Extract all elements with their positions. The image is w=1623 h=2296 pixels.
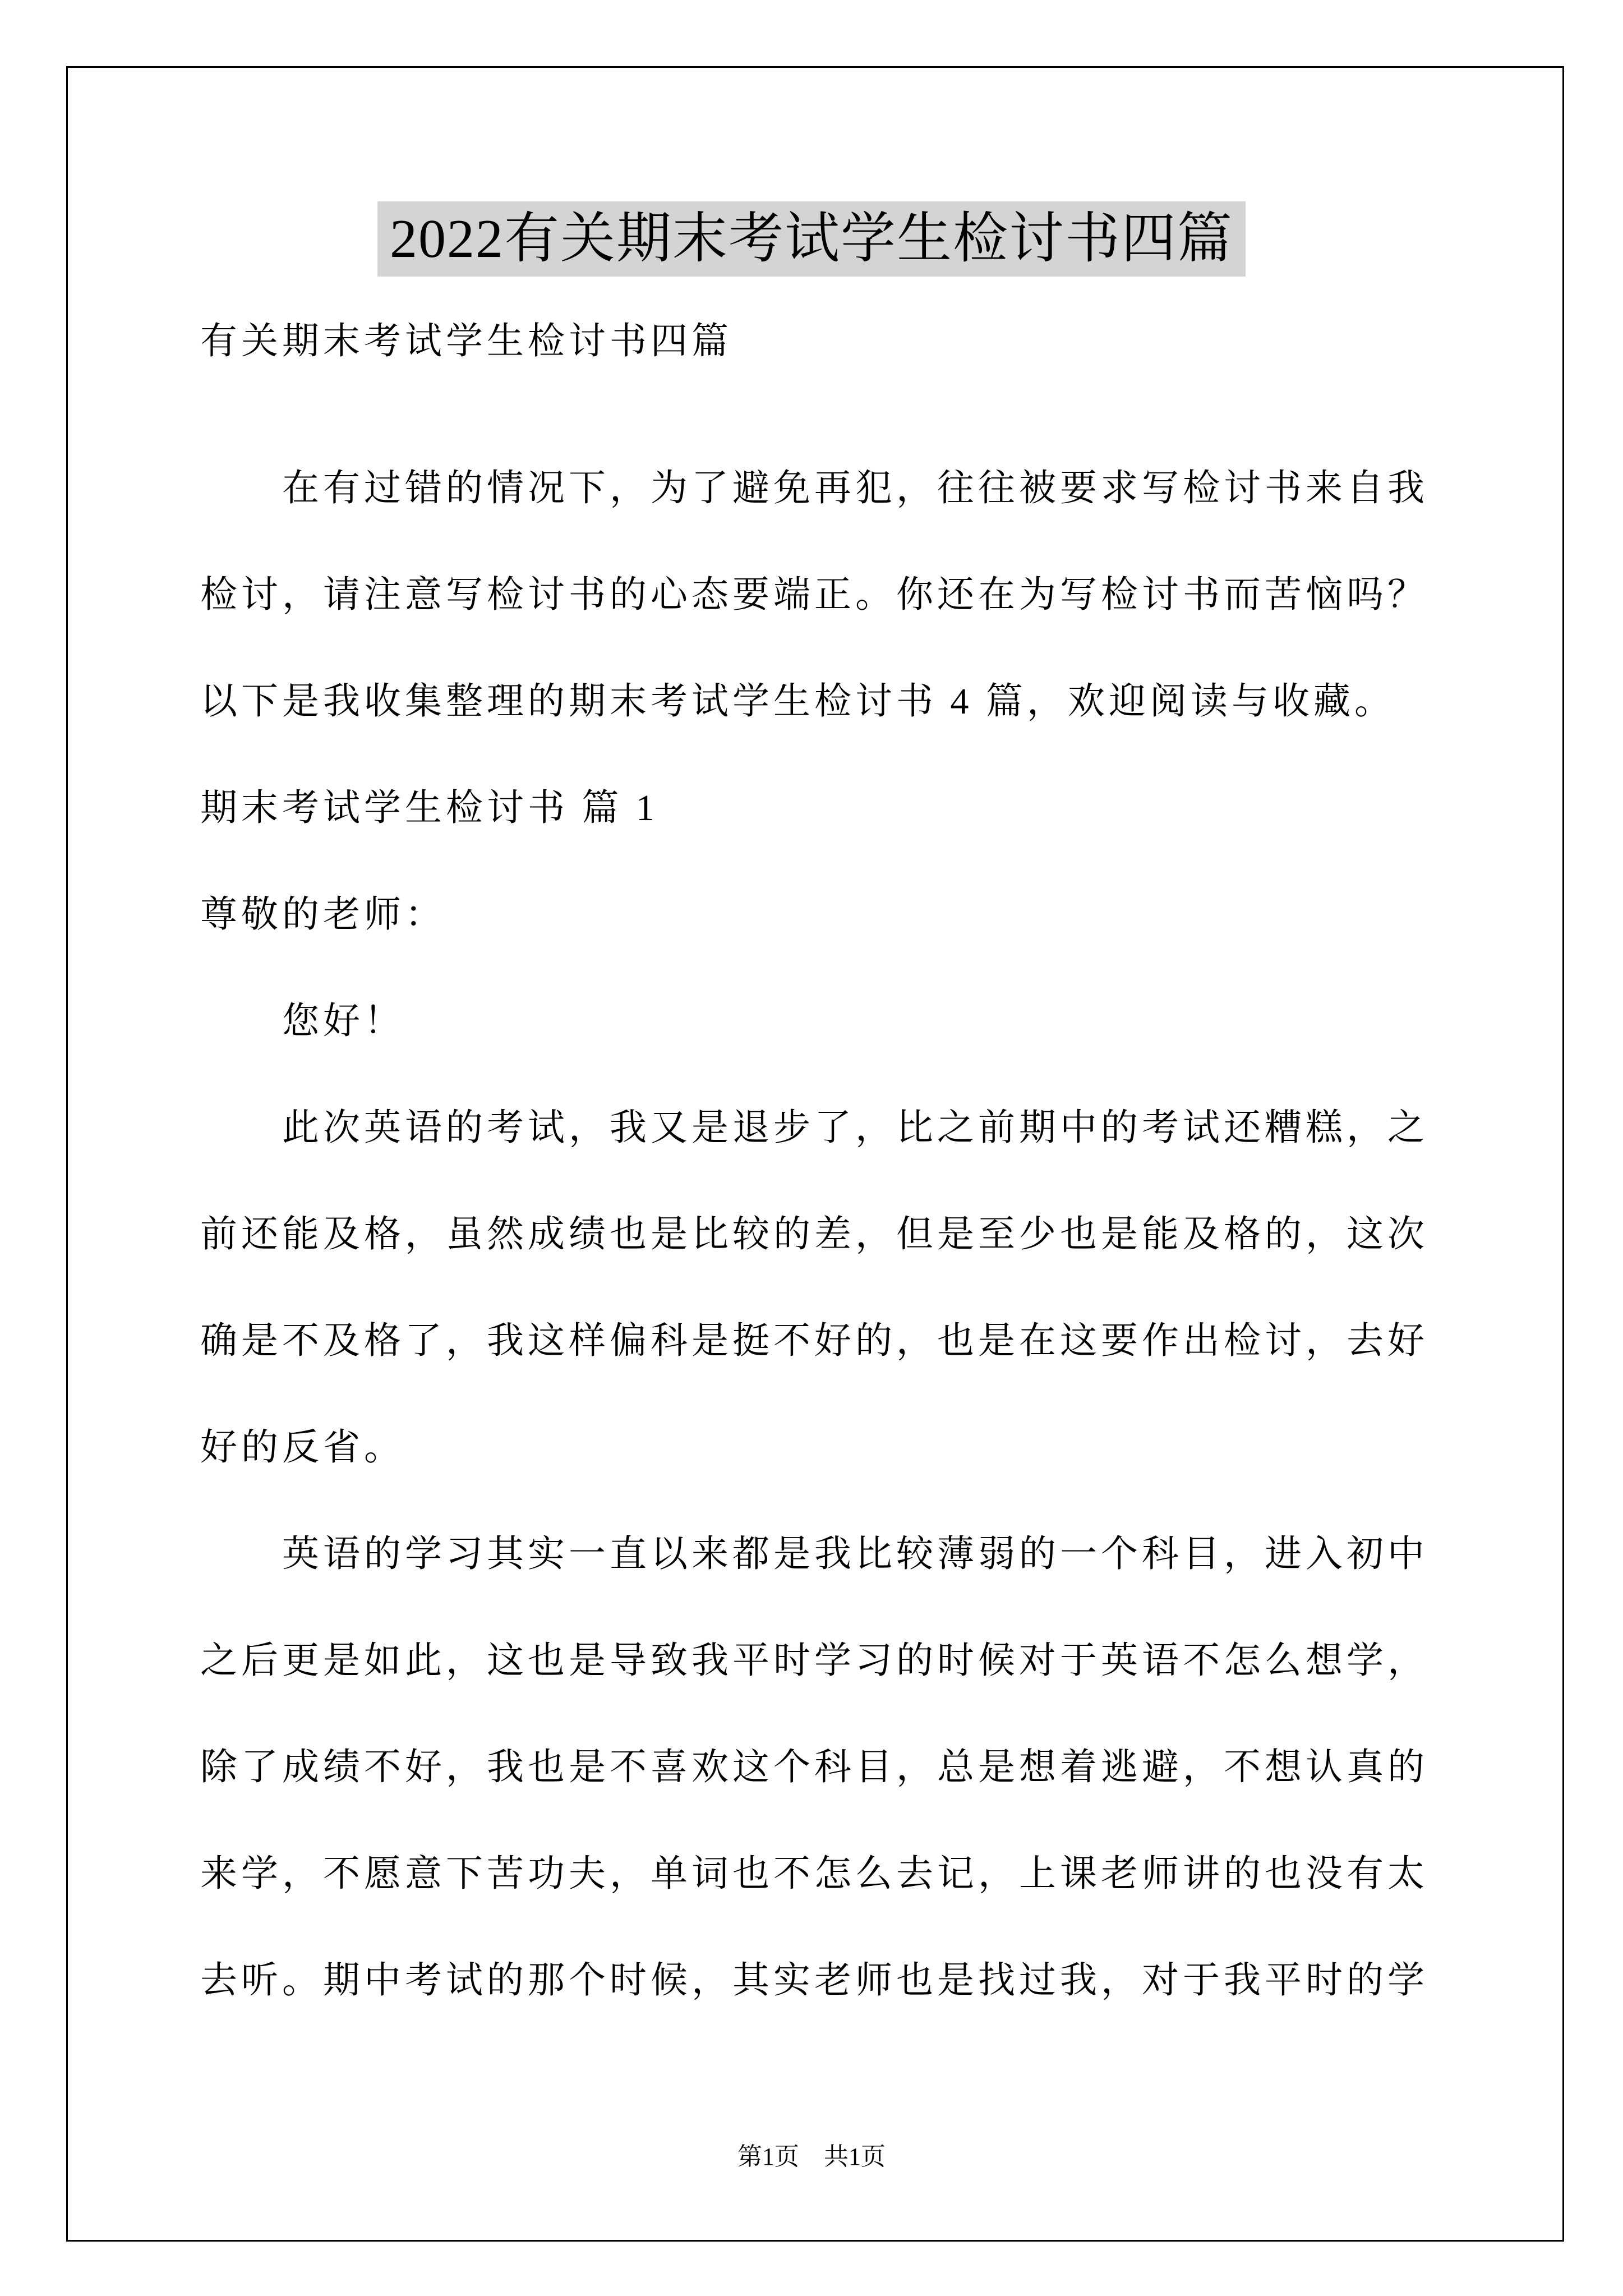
section-heading (200, 755, 1535, 862)
greeting (200, 968, 1535, 1075)
text-line: 英语的学习其实一直以来都是我比较薄弱的一个科目，进入初中 (282, 1534, 1428, 1575)
text-line: 除了成绩不好，我也是不喜欢这个科目，总是想着逃避，不想认真的 (200, 1747, 1428, 1788)
text-line: 以下是我收集整理的期末考试学生检讨书 4 篇，欢迎阅读与收藏。 (200, 681, 1395, 722)
text-line: 期末考试学生检讨书 篇 1 (200, 788, 658, 829)
text-line: 来学，不愿意下苦功夫，单词也不怎么去记，上课老师讲的也没有太 (200, 1853, 1428, 1894)
text-line: 此次英语的考试，我又是退步了，比之前期中的考试还糟糕，之 (282, 1107, 1428, 1148)
salutation (200, 862, 1535, 968)
intro-paragraph (200, 435, 1535, 755)
page-number-footer: 第1页 共1页 (737, 2143, 886, 2170)
text-line: 有关期末考试学生检讨书四篇 (200, 321, 732, 362)
document-title: 2022有关期末考试学生检讨书四篇 (377, 201, 1246, 277)
text-line: 确是不及格了，我这样偏科是挺不好的，也是在这要作出检讨，去好 (200, 1320, 1428, 1361)
text-line: 您好！ (282, 1001, 405, 1042)
text-line: 好的反省。 (200, 1427, 405, 1468)
body-paragraph (200, 1501, 1535, 2034)
title-container (0, 201, 1623, 277)
intro-heading-paragraph (200, 288, 1535, 395)
text-line: 去听。期中考试的那个时候，其实老师也是找过我，对于我平时的学 (200, 1960, 1428, 2001)
text-line: 之后更是如此，这也是导致我平时学习的时候对于英语不怎么想学， (200, 1640, 1428, 1681)
body-paragraph (200, 1075, 1535, 1501)
text-line: 尊敬的老师： (200, 894, 446, 935)
text-line: 在有过错的情况下，为了避免再犯，往往被要求写检讨书来自我 (282, 468, 1428, 509)
text-line: 前还能及格，虽然成绩也是比较的差，但是至少也是能及格的，这次 (200, 1214, 1428, 1255)
text-line: 检讨，请注意写检讨书的心态要端正。你还在为写检讨书而苦恼吗？ (200, 574, 1428, 615)
document-body (200, 288, 1535, 2034)
